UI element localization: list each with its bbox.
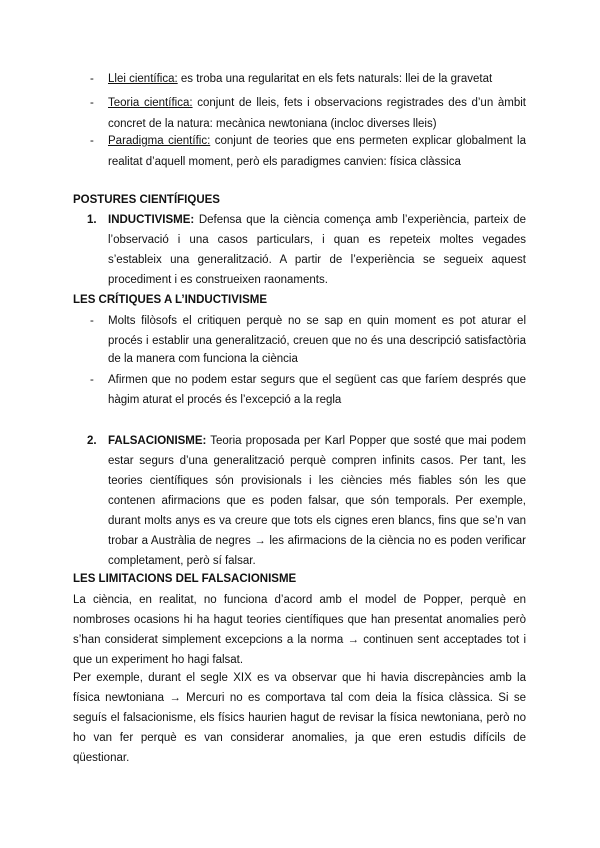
item-title: INDUCTIVISME:: [108, 214, 195, 226]
definition-text: concret de la natura: mecànica newtoniana (incloc diverses lleis): [108, 118, 437, 130]
definition-line: [108, 134, 526, 148]
definition-line: [108, 72, 492, 86]
item-title: FALSACIONISME:: [108, 435, 207, 447]
paragraph-line: física newtoniana → Mercuri no es comportava tal com deia la física clàssica. Si se: [73, 692, 526, 704]
item-number: 1.: [87, 214, 97, 226]
paragraph-line: procediment i es construeixen raonaments.: [108, 274, 328, 286]
paragraph-line: Molts filòsofs el critiquen perquè no se sap en quin moment es pot aturar el: [108, 315, 526, 327]
paragraph-line: l’observació i una casos particulars, i quan es repeteix moltes vegades: [108, 234, 526, 246]
paragraph-line: hàgim aturat el procés és l’excepció a la regla: [108, 394, 342, 406]
paragraph-line: que un experiment ho hagi falsat.: [73, 654, 244, 666]
definition-line: [108, 96, 526, 110]
paragraph-line: estar segurs d’una generalització perquè compren infinits casos. Per tant, les: [108, 455, 526, 467]
paragraph-line: s’han considerat simplement excepcions a la norma → continuen sent acceptades tot i: [73, 634, 526, 646]
paragraph-line: INDUCTIVISME: Defensa que la ciència comença amb l’experiència, parteix de: [108, 214, 526, 226]
definition-text: conjunt de teories que ens permeten explicar globalment la: [210, 135, 526, 147]
bullet-dash: -: [90, 315, 94, 327]
definition-text: es troba una regularitat en els fets naturals: llei de la gravetat: [177, 73, 493, 85]
section-heading-critiques: LES CRÍTIQUES A L’INDUCTIVISME: [73, 294, 268, 306]
paragraph-line: seguís el falsacionisme, els físics haurien hagut de revisar la física newtoniana, però no: [73, 712, 526, 724]
paragraph-line: Per exemple, durant el segle XIX es va observar que hi havia discrepàncies amb la: [73, 672, 526, 684]
paragraph-line: qüestionar.: [73, 752, 130, 764]
bullet-dash: -: [90, 73, 94, 85]
bullet-dash: -: [90, 135, 94, 147]
paragraph-line: ho van fer perquè es van considerar anomalies, ja que eren estudis difícils de: [73, 732, 526, 744]
definition-term: Llei científica:: [108, 73, 178, 85]
paragraph-line: Afirmen que no podem estar segurs que el següent cas que faríem després que: [108, 374, 526, 386]
bullet-dash: -: [90, 97, 94, 109]
paragraph-line: nombroses ocasions hi ha hagut teories científiques que han presentat anomalies però: [73, 614, 526, 626]
item-number: 2.: [87, 435, 97, 447]
paragraph-line: durant molts anys es va creure que tots els cignes eren blancs, fins que se’n van: [108, 515, 526, 527]
paragraph-line: La ciència, en realitat, no funciona d’acord amb el model de Popper, perquè en: [73, 594, 526, 606]
section-heading-postures: POSTURES CIENTÍFIQUES: [73, 194, 220, 206]
paragraph-line: contenen afirmacions que es poden falsar, que són temporals. Per exemple,: [108, 495, 526, 507]
bullet-dash: -: [90, 374, 94, 386]
definition-term: Paradigma científic:: [108, 135, 211, 147]
paragraph-line: de la manera com funciona la ciència: [108, 353, 298, 365]
section-heading-limitacions: LES LIMITACIONS DEL FALSACIONISME: [73, 573, 297, 585]
paragraph-line: teories científiques són provisionals i les ciències més fiables són les que: [108, 475, 526, 487]
paragraph-line: trobar a Austràlia de negres → les afirmacions de la ciència no es poden verificar: [108, 535, 526, 547]
definition-text: conjunt de lleis, fets i observacions registrades des d’un àmbit: [192, 97, 526, 109]
paragraph-line: FALSACIONISME: Teoria proposada per Karl Popper que sosté que mai podem: [108, 435, 526, 447]
paragraph-line: procés i establir una generalització, creuen que no és una descripció satisfactòria: [108, 335, 526, 347]
paragraph-line: s’estableix una generalització. A partir de l’experiència se segueix aquest: [108, 254, 526, 266]
definition-term: Teoria científica:: [108, 97, 193, 109]
paragraph-line: completament, però sí falsar.: [108, 555, 256, 567]
definition-text: realitat d’aquell moment, però els paradigmes canvien: física clàssica: [108, 156, 461, 168]
